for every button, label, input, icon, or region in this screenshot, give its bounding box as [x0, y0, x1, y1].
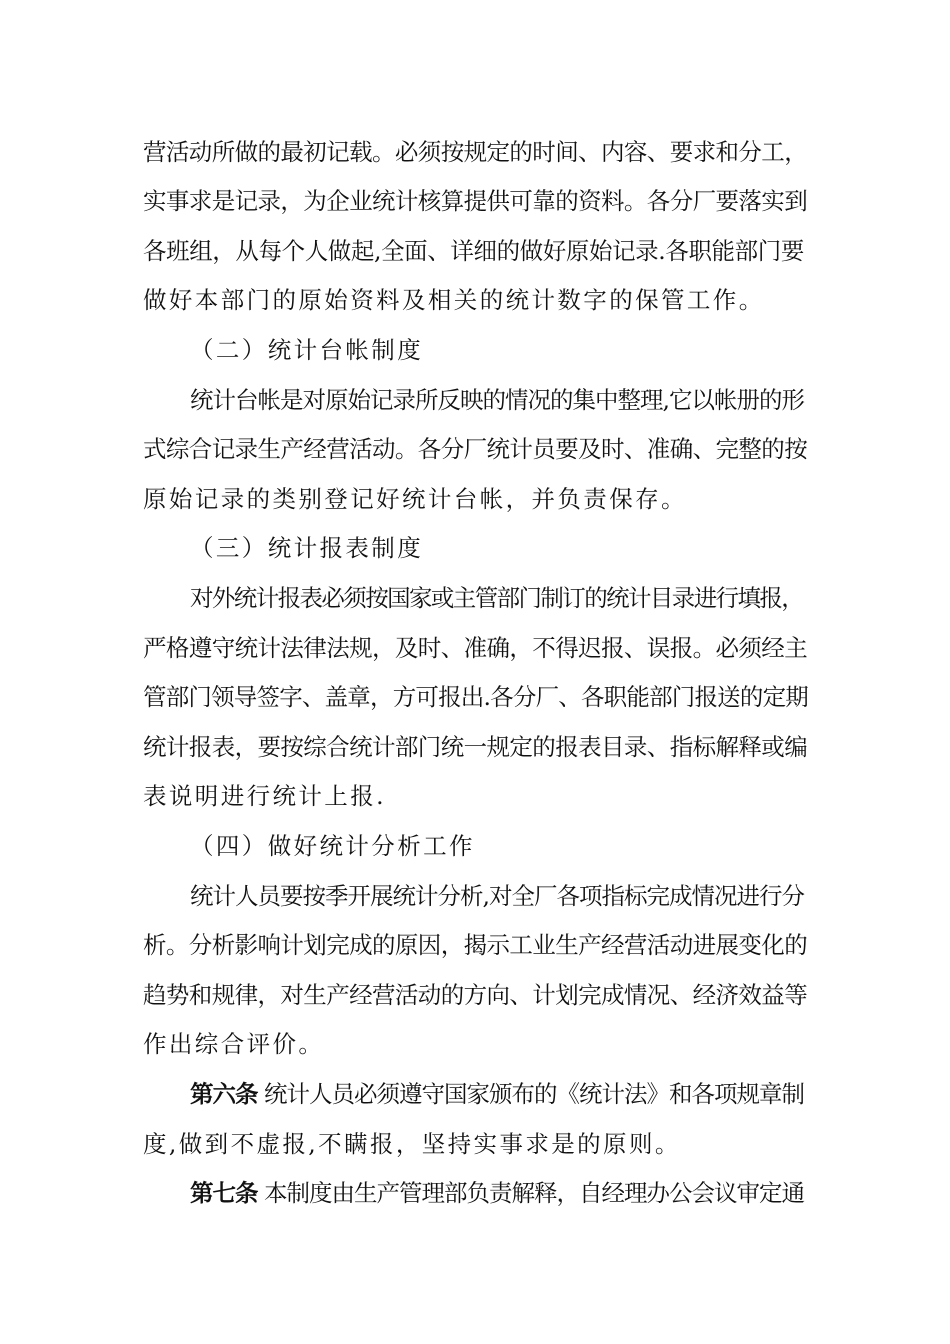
text-line-10: 对外统计报表必须按国家或主管部门制订的统计目录进行填报，: [190, 584, 804, 612]
text-line-11: 严格遵守统计法律法规，及时、准确，不得迟报、误报。必须经主: [143, 634, 808, 662]
text-line-16: 统计人员要按季开展统计分析,对全厂各项指标完成情况进行分: [190, 882, 804, 910]
text-line-17: 析。分析影响计划完成的原因，揭示工业生产经营活动进展变化的: [143, 931, 808, 959]
text-line-7: 式综合记录生产经营活动。各分厂统计员要及时、准确、完整的按: [143, 435, 808, 463]
text-line-13: 统计报表，要按综合统计部门统一规定的报表目录、指标解释或编: [143, 733, 808, 761]
text-line-4: 做好本部门的原始资料及相关的统计数字的保管工作。: [143, 286, 765, 314]
text-line-1: 营活动所做的最初记载。必须按规定的时间、内容、要求和分工，: [143, 138, 808, 166]
section-heading-4: （四）做好统计分析工作: [190, 832, 475, 860]
article-7-line-1: [190, 1177, 804, 1209]
article-6-line-1: [190, 1078, 804, 1110]
article-7-text: 本制度由生产管理部负责解释，自经理办公会议审定通: [263, 1179, 804, 1207]
text-line-12: 管部门领导签字、盖章，方可报出.各分厂、各职能部门报送的定期: [143, 683, 808, 711]
text-line-8: 原始记录的类别登记好统计台帐，并负责保存。: [143, 485, 687, 513]
text-line-14: 表说明进行统计上报.: [143, 782, 386, 810]
article-6-label: 第六条: [190, 1080, 258, 1108]
article-6-line-2: 度,做到不虚报,不瞒报，坚持实事求是的原则。: [143, 1130, 681, 1158]
article-7-label: 第七条: [190, 1179, 258, 1207]
text-line-2: 实事求是记录，为企业统计核算提供可靠的资料。各分厂要落实到: [143, 187, 808, 215]
text-line-18: 趋势和规律，对生产经营活动的方向、计划完成情况、经济效益等: [143, 981, 808, 1009]
section-heading-3: （三）统计报表制度: [190, 534, 424, 562]
text-line-6: 统计台帐是对原始记录所反映的情况的集中整理,它以帐册的形: [190, 386, 804, 414]
text-line-19: 作出综合评价。: [143, 1030, 325, 1058]
text-line-3: 各班组，从每个人做起,全面、详细的做好原始记录.各职能部门要: [143, 237, 804, 265]
article-6-text: 统计人员必须遵守国家颁布的《统计法》和各项规章制: [263, 1080, 804, 1108]
section-heading-2: （二）统计台帐制度: [190, 336, 424, 364]
